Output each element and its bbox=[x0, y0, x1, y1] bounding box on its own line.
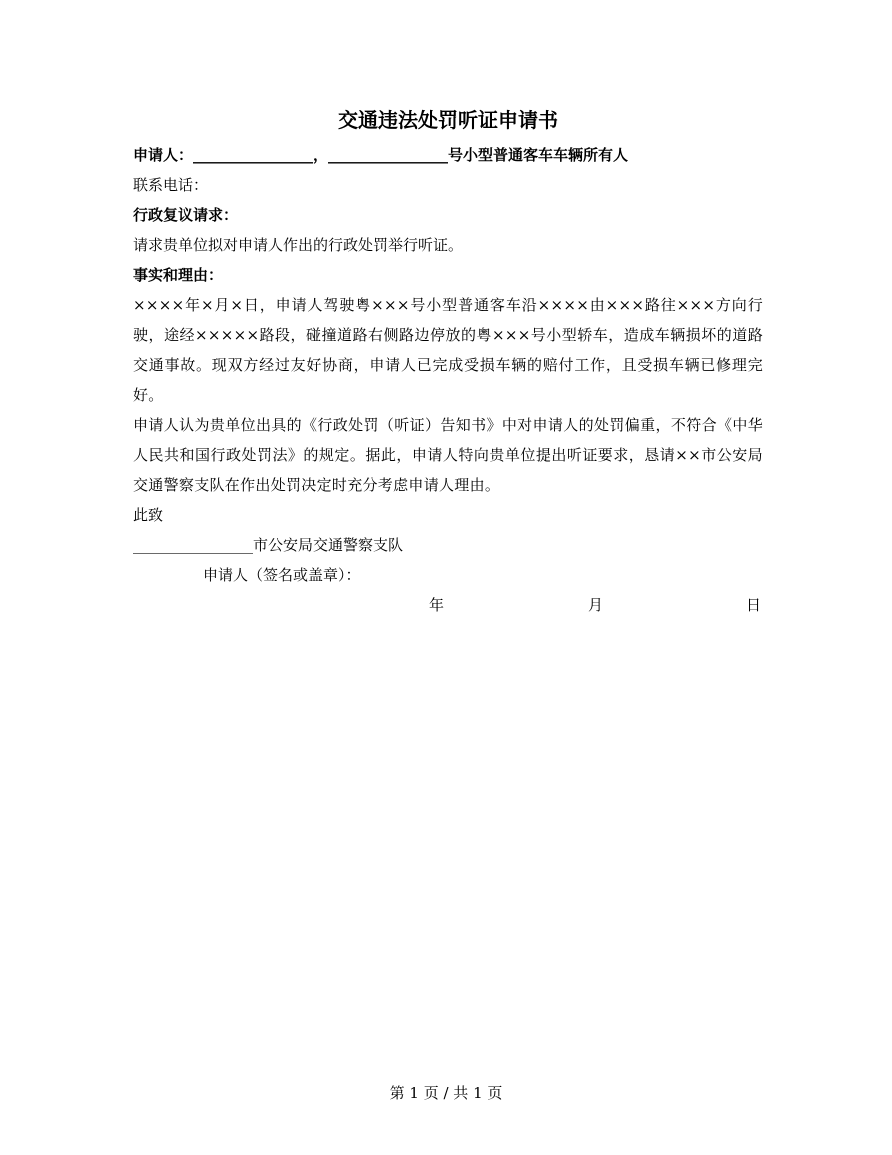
document-page bbox=[133, 100, 763, 620]
closing-text: 此致 bbox=[133, 506, 164, 524]
date-year: 年 bbox=[429, 596, 445, 614]
facts-paragraph-2: 申请人认为贵单位出具的《行政处罚（听证）告知书》中对申请人的处罚偏重，不符合《中华人民共和国行政处罚法》的规定。据此，申请人特向贵单位提出听证要求，恳请××市公安局交通警察支队在作出处罚决定时充分考虑申请人理由。 bbox=[133, 416, 763, 494]
facts-paragraph-1: ××××年×月×日，申请人驾驶粤×××号小型普通客车沿××××由×××路往×××方向行驶，途经×××××路段，碰撞道路右侧路边停放的粤×××号小型轿车，造成车辆损坏的道路交通事故。现双方经过友好协商，申请人已完成受损车辆的赔付工作，且受损车辆已修理完好。 bbox=[133, 296, 763, 404]
request-text: 请求贵单位拟对申请人作出的行政处罚举行听证。 bbox=[133, 236, 464, 254]
signature-label: 申请人（签名或盖章）： bbox=[203, 566, 361, 584]
recipient-blank: ________________ bbox=[133, 536, 253, 554]
phone-label: 联系电话： bbox=[133, 176, 209, 194]
page-footer: 第 1 页 / 共 1 页 bbox=[389, 1084, 503, 1102]
date-line bbox=[133, 590, 763, 620]
date-day: 日 bbox=[746, 596, 762, 614]
applicant-label: 申请人： bbox=[133, 146, 194, 164]
request-heading: 行政复议请求： bbox=[133, 206, 239, 224]
applicant-line bbox=[133, 140, 763, 170]
plate-number-blank: ________________ bbox=[328, 146, 449, 164]
applicant-name-blank: ________________ bbox=[193, 146, 314, 164]
recipient-line bbox=[133, 530, 763, 560]
facts-heading: 事实和理由： bbox=[133, 266, 224, 284]
vehicle-owner-suffix: 号小型普通客车车辆所有人 bbox=[448, 146, 629, 164]
date-month: 月 bbox=[588, 596, 604, 614]
applicant-separator: ， bbox=[313, 146, 329, 164]
document-title: 交通违法处罚听证申请书 bbox=[338, 108, 558, 132]
recipient-name: 市公安局交通警察支队 bbox=[253, 536, 404, 554]
